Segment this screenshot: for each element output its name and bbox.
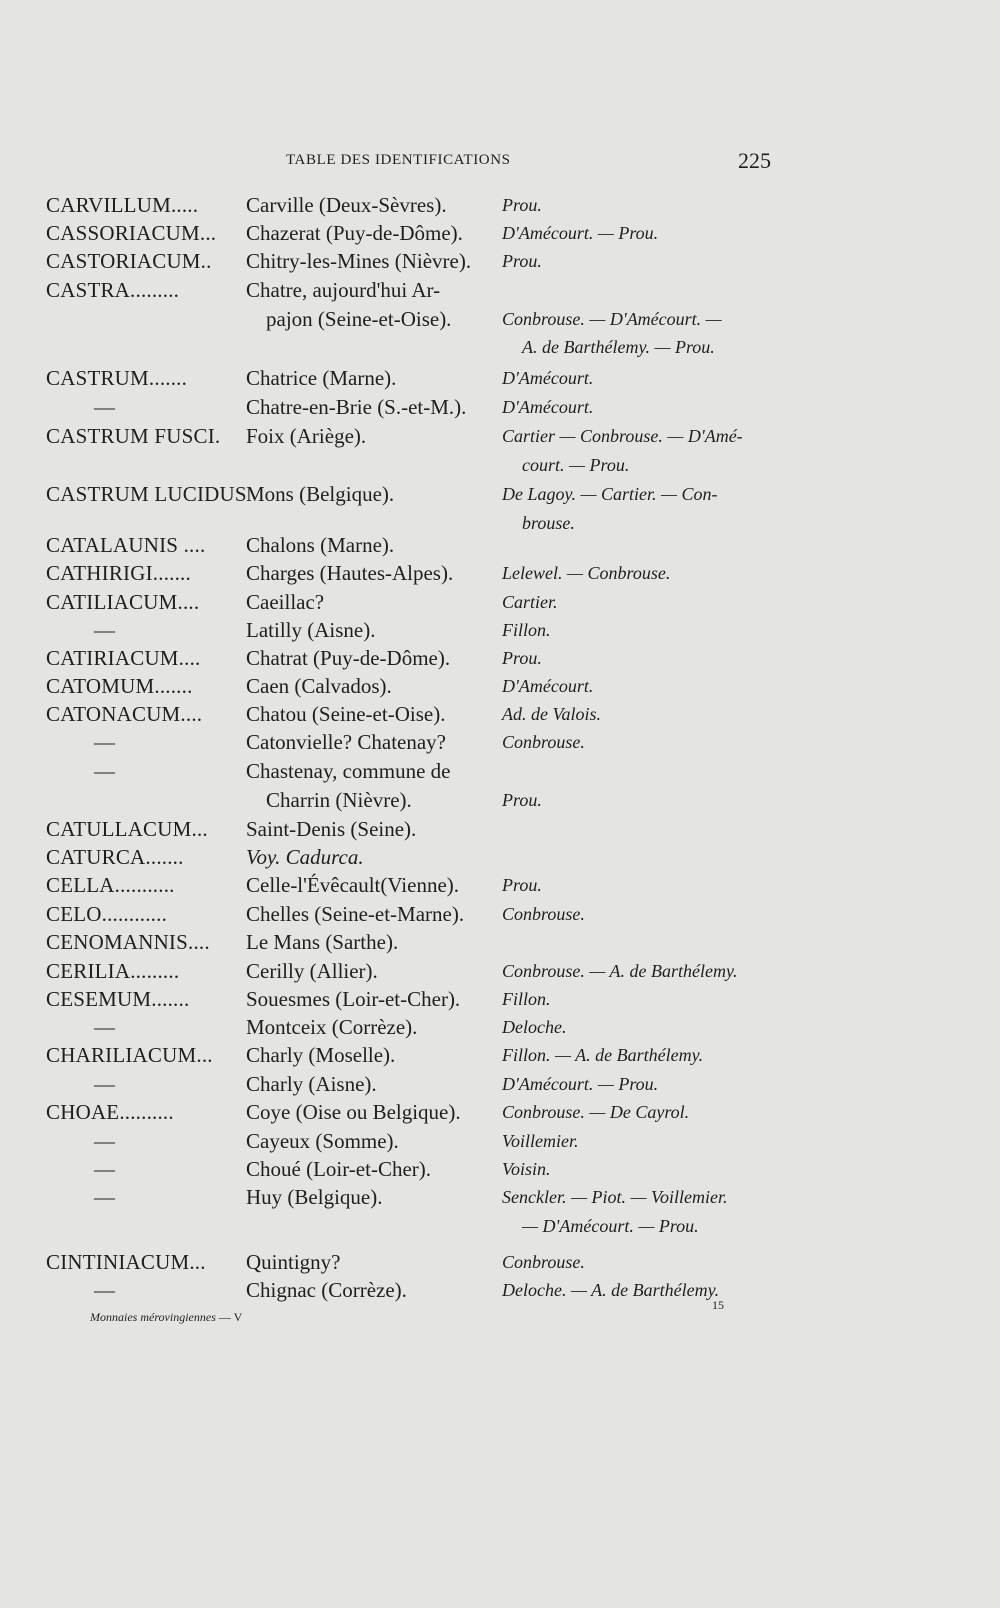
latin-name: CARVILLUM..... xyxy=(46,193,199,217)
ditto-dash: — xyxy=(94,759,115,783)
modern-identification: Chastenay, commune de xyxy=(246,759,451,783)
sheet-mark: 15 xyxy=(712,1298,724,1312)
entry-line xyxy=(0,590,1000,619)
modern-identification: Chalons (Marne). xyxy=(246,533,395,557)
entry-line xyxy=(0,366,1000,395)
authorities: — D'Amécourt. — Prou. xyxy=(522,1215,699,1236)
entry-line xyxy=(0,759,1000,788)
table-entry xyxy=(0,1072,1000,1101)
authorities: Prou. xyxy=(502,648,542,668)
latin-name: CELLA........... xyxy=(46,873,175,897)
modern-identification: Chatrat (Puy-de-Dôme). xyxy=(246,646,451,670)
table-entry xyxy=(0,249,1000,278)
modern-identification: Saint-Denis (Seine). xyxy=(246,817,417,841)
table-entry xyxy=(0,221,1000,250)
authorities: D'Amécourt. xyxy=(502,676,594,696)
modern-identification: Catonvielle? Chatenay? xyxy=(246,730,447,754)
modern-identification: Souesmes (Loir-et-Cher). xyxy=(246,987,461,1011)
entry-line xyxy=(0,987,1000,1016)
authorities: Conbrouse. xyxy=(502,1252,585,1272)
entry-line xyxy=(0,1250,1000,1279)
modern-identification: Latilly (Aisne). xyxy=(246,618,376,642)
modern-identification: Montceix (Corrèze). xyxy=(246,1015,418,1039)
modern-identification: Mons (Belgique). xyxy=(246,482,395,506)
modern-identification: Chelles (Seine-et-Marne). xyxy=(246,902,465,926)
modern-identification: Carville (Deux-Sèvres). xyxy=(246,193,447,217)
ditto-dash: — xyxy=(94,1185,115,1209)
latin-name: CASTORIACUM.. xyxy=(46,249,212,273)
modern-identification: Cerilly (Allier). xyxy=(246,959,378,983)
entry-line xyxy=(0,873,1000,902)
authorities: Conbrouse. — D'Amécourt. — xyxy=(502,308,722,329)
table-entry xyxy=(0,873,1000,902)
table-entry xyxy=(0,987,1000,1016)
entry-line xyxy=(0,902,1000,931)
entry-line xyxy=(0,1157,1000,1186)
authorities: Deloche. — A. de Barthélemy. xyxy=(502,1280,720,1300)
latin-name: CASSORIACUM... xyxy=(46,221,217,245)
authorities: D'Amécourt. — Prou. xyxy=(502,223,659,243)
authorities: Prou. xyxy=(502,789,542,810)
table-entry xyxy=(0,930,1000,959)
table-entry xyxy=(0,1185,1000,1242)
table-entry xyxy=(0,817,1000,846)
table-entry xyxy=(0,424,1000,481)
footer-signature xyxy=(90,1310,242,1325)
table-entry xyxy=(0,845,1000,874)
latin-name: CATURCA....... xyxy=(46,845,184,869)
table-entry xyxy=(0,278,1000,364)
authorities: Voillemier. xyxy=(502,1131,579,1151)
modern-identification: Voy. Cadurca. xyxy=(246,845,364,869)
latin-name: CASTRUM....... xyxy=(46,366,188,390)
authorities: D'Amécourt. xyxy=(502,368,594,388)
table-entry xyxy=(0,1129,1000,1158)
table-entry xyxy=(0,959,1000,988)
entry-line xyxy=(0,221,1000,250)
table-entry xyxy=(0,395,1000,424)
table-entry xyxy=(0,1157,1000,1186)
table-entry xyxy=(0,730,1000,759)
authorities: Prou. xyxy=(502,875,542,895)
entry-line xyxy=(0,1214,1000,1243)
modern-identification: Coye (Oise ou Belgique). xyxy=(246,1100,461,1124)
entry-line xyxy=(0,1129,1000,1158)
table-entry xyxy=(0,902,1000,931)
ditto-dash: — xyxy=(94,618,115,642)
entry-line xyxy=(0,335,1000,364)
ditto-dash: — xyxy=(94,395,115,419)
entry-line xyxy=(0,817,1000,846)
entry-line xyxy=(0,702,1000,731)
modern-identification: Foix (Ariège). xyxy=(246,424,367,448)
entry-line xyxy=(0,307,1000,336)
entry-line xyxy=(0,1015,1000,1044)
modern-identification: Chatre-en-Brie (S.-et-M.). xyxy=(246,395,467,419)
entry-line xyxy=(0,845,1000,874)
table-entry xyxy=(0,590,1000,619)
entry-line xyxy=(0,1100,1000,1129)
modern-identification: Caeillac? xyxy=(246,590,325,614)
latin-name: CASTRUM FUSCI. xyxy=(46,424,221,448)
footer-sheet-signature: — V xyxy=(218,1310,243,1324)
table-entry xyxy=(0,618,1000,647)
latin-name: CELO............ xyxy=(46,902,168,926)
authorities: Fillon. xyxy=(502,989,551,1009)
modern-identification: Cayeux (Somme). xyxy=(246,1129,399,1153)
table-entry xyxy=(0,366,1000,395)
authorities: Prou. xyxy=(502,251,542,271)
modern-identification: pajon (Seine-et-Oise). xyxy=(266,306,452,331)
authorities: Conbrouse. xyxy=(502,732,585,752)
entry-line xyxy=(0,674,1000,703)
ditto-dash: — xyxy=(94,1015,115,1039)
modern-identification: Huy (Belgique). xyxy=(246,1185,383,1209)
latin-name: CATOMUM....... xyxy=(46,674,193,698)
entry-line xyxy=(0,561,1000,590)
modern-identification: Choué (Loir-et-Cher). xyxy=(246,1157,432,1181)
table-entry xyxy=(0,702,1000,731)
ditto-dash: — xyxy=(94,730,115,754)
authorities: Cartier — Conbrouse. — D'Amé- xyxy=(502,426,743,446)
latin-name: CESEMUM....... xyxy=(46,987,190,1011)
modern-identification: Charly (Moselle). xyxy=(246,1043,396,1067)
ditto-dash: — xyxy=(94,1129,115,1153)
authorities: Conbrouse. — A. de Barthélemy. xyxy=(502,961,738,981)
authorities: D'Amécourt. — Prou. xyxy=(502,1074,659,1094)
modern-identification: Charrin (Nièvre). xyxy=(266,787,412,812)
table-entry xyxy=(0,674,1000,703)
latin-name: CHARILIACUM... xyxy=(46,1043,213,1067)
modern-identification: Chatou (Seine-et-Oise). xyxy=(246,702,446,726)
modern-identification: Charges (Hautes-Alpes). xyxy=(246,561,454,585)
entry-line xyxy=(0,278,1000,307)
entry-line xyxy=(0,930,1000,959)
table-entry xyxy=(0,482,1000,539)
authorities: Fillon. xyxy=(502,620,551,640)
authorities: Ad. de Valois. xyxy=(502,704,601,724)
latin-name: CATONACUM.... xyxy=(46,702,203,726)
authorities: A. de Barthélemy. — Prou. xyxy=(522,337,715,357)
table-entry xyxy=(0,1015,1000,1044)
table-entry xyxy=(0,561,1000,590)
table-entry xyxy=(0,646,1000,675)
entry-line xyxy=(0,959,1000,988)
latin-name: CATILIACUM.... xyxy=(46,590,200,614)
entry-line xyxy=(0,395,1000,424)
entry-line xyxy=(0,424,1000,453)
entry-line xyxy=(0,1185,1000,1214)
modern-identification: Celle-l'Évêcault(Vienne). xyxy=(246,873,460,897)
table-entry xyxy=(0,1043,1000,1072)
ditto-dash: — xyxy=(94,1278,115,1302)
modern-identification: Chazerat (Puy-de-Dôme). xyxy=(246,221,463,245)
entry-line xyxy=(0,453,1000,482)
latin-name: CERILIA......... xyxy=(46,959,180,983)
latin-name: CHOAE.......... xyxy=(46,1100,174,1124)
ditto-dash: — xyxy=(94,1072,115,1096)
entry-line xyxy=(0,482,1000,511)
authorities: Senckler. — Piot. — Voillemier. xyxy=(502,1187,728,1207)
table-entry xyxy=(0,193,1000,222)
latin-name: CINTINIACUM... xyxy=(46,1250,206,1274)
modern-identification: Charly (Aisne). xyxy=(246,1072,377,1096)
modern-identification: Chignac (Corrèze). xyxy=(246,1278,407,1302)
authorities: Prou. xyxy=(502,195,542,215)
entry-line xyxy=(0,730,1000,759)
modern-identification: Chitry-les-Mines (Nièvre). xyxy=(246,249,472,273)
modern-identification: Caen (Calvados). xyxy=(246,674,392,698)
entry-line xyxy=(0,646,1000,675)
authorities: Conbrouse. xyxy=(502,904,585,924)
entry-line xyxy=(0,533,1000,562)
entry-line xyxy=(0,618,1000,647)
entry-line xyxy=(0,788,1000,817)
table-entry xyxy=(0,533,1000,562)
running-header: TABLE DES IDENTIFICATIONS xyxy=(286,152,511,168)
authorities: Deloche. xyxy=(502,1017,567,1037)
authorities: D'Amécourt. xyxy=(502,397,594,417)
latin-name: CATALAUNIS .... xyxy=(46,533,206,557)
entry-line xyxy=(0,249,1000,278)
latin-name: CENOMANNIS.... xyxy=(46,930,210,954)
authorities: court. — Prou. xyxy=(522,454,630,475)
authorities: Fillon. — A. de Barthélemy. xyxy=(502,1045,704,1065)
authorities: De Lagoy. — Cartier. — Con- xyxy=(502,484,718,504)
authorities: Conbrouse. — De Cayrol. xyxy=(502,1102,690,1122)
authorities: Lelewel. — Conbrouse. xyxy=(502,563,671,583)
latin-name: CASTRUM LUCIDUS xyxy=(46,482,247,506)
entry-line xyxy=(0,1043,1000,1072)
authorities: brouse. xyxy=(522,512,575,533)
table-entry xyxy=(0,1278,1000,1307)
authorities: Cartier. xyxy=(502,592,558,612)
table-entry xyxy=(0,759,1000,816)
page-number: 225 xyxy=(738,148,771,173)
ditto-dash: — xyxy=(94,1157,115,1181)
modern-identification: Le Mans (Sarthe). xyxy=(246,930,399,954)
footer-title: Monnaies mérovingiennes xyxy=(90,1310,216,1324)
entry-line xyxy=(0,193,1000,222)
table-entry xyxy=(0,1250,1000,1279)
authorities: Voisin. xyxy=(502,1159,551,1179)
entry-line xyxy=(0,1072,1000,1101)
latin-name: CATULLACUM... xyxy=(46,817,208,841)
latin-name: CASTRA......... xyxy=(46,278,180,302)
modern-identification: Chatrice (Marne). xyxy=(246,366,397,390)
table-entry xyxy=(0,1100,1000,1129)
modern-identification: Quintigny? xyxy=(246,1250,341,1274)
modern-identification: Chatre, aujourd'hui Ar- xyxy=(246,278,441,302)
entry-line xyxy=(0,1278,1000,1307)
latin-name: CATIRIACUM.... xyxy=(46,646,201,670)
latin-name: CATHIRIGI....... xyxy=(46,561,191,585)
